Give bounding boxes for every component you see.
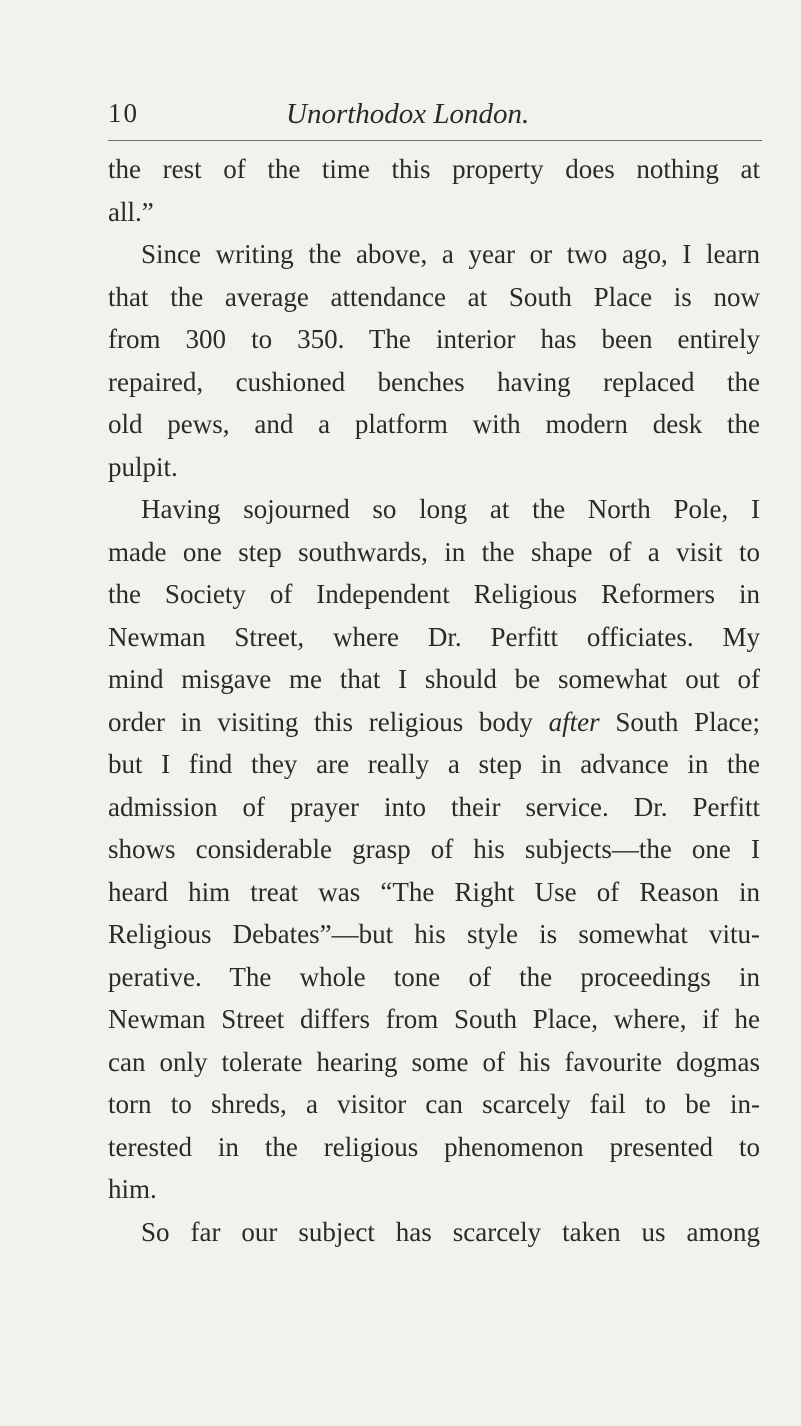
text-segment: order in visiting this religious body (108, 706, 533, 737)
text-line: admission of prayer into their service. Dr. Perfitt (108, 791, 760, 822)
text-line: pulpit. (108, 451, 178, 482)
running-title: Unorthodox London. (286, 98, 530, 130)
text-line: terested in the religious phenomenon presented to (108, 1131, 760, 1162)
text-line: can only tolerate hearing some of his favourite dogmas (108, 1046, 760, 1077)
text-line: perative. The whole tone of the proceedings in (108, 961, 760, 992)
running-head (108, 98, 768, 142)
body-text (108, 148, 760, 1253)
text-line: that the average attendance at South Place is now (108, 281, 760, 312)
text-line: So far our subject has scarcely taken us among (141, 1216, 760, 1247)
text-line: old pews, and a platform with modern desk the (108, 409, 760, 439)
text-line: heard him treat was “The Right Use of Reason in (108, 876, 760, 907)
text-line: made one step southwards, in the shape of a visit to (108, 536, 760, 567)
text-line: Newman Street differs from South Place, where, if he (108, 1004, 760, 1034)
text-line: mind misgave me that I should be somewhat out of (108, 664, 760, 694)
text-line: shows considerable grasp of his subjects—the one I (108, 834, 760, 864)
text-line: from 300 to 350. The interior has been entirely (108, 324, 760, 354)
text-line: Religious Debates”—but his style is somewhat vitu- (108, 919, 760, 949)
text-line: the rest of the time this property does nothing at (108, 154, 760, 184)
text-line: Newman Street, where Dr. Perfitt officiates. My (108, 621, 760, 652)
text-line (108, 701, 760, 744)
text-line: torn to shreds, a visitor can scarcely fail to be in- (108, 1089, 760, 1119)
text-line: Since writing the above, a year or two ago, I learn (141, 239, 760, 269)
page-number: 10 (108, 98, 139, 128)
text-line: the Society of Independent Religious Reformers in (108, 579, 760, 609)
header-rule (108, 140, 762, 141)
text-line: but I find they are really a step in advance in the (108, 749, 760, 779)
emphasis-text: after (548, 706, 600, 737)
text-line: Having sojourned so long at the North Pole, I (141, 494, 760, 524)
text-line: him. (108, 1174, 157, 1204)
text-line: all.” (108, 196, 154, 227)
text-line: repaired, cushioned benches having replaced the (108, 366, 760, 397)
text-segment: South Place; (615, 706, 761, 737)
